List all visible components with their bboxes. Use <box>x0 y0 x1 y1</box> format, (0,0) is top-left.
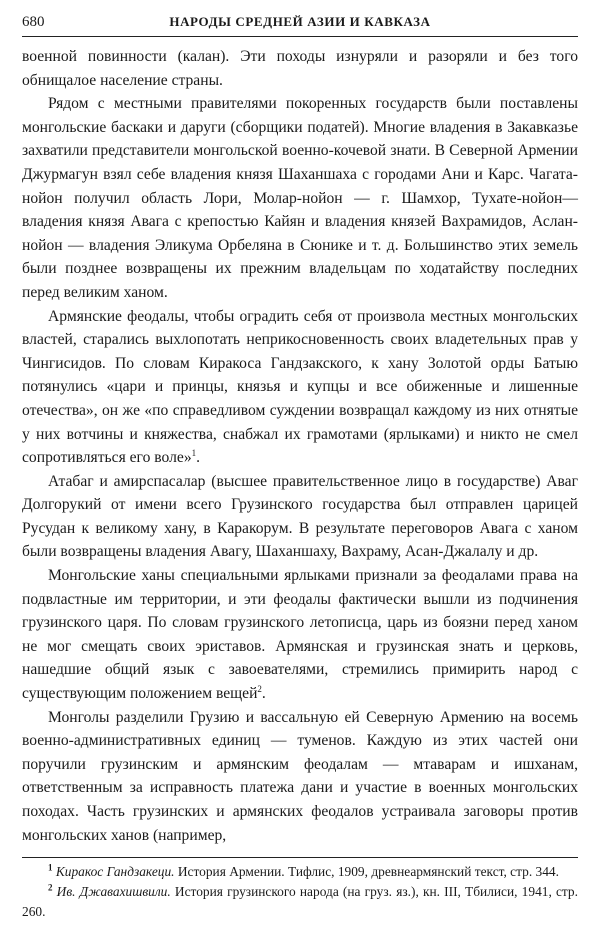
book-page <box>22 14 578 922</box>
running-title: НАРОДЫ СРЕДНЕЙ АЗИИ И КАВКАЗА <box>169 14 431 29</box>
footnote-mark: 2 <box>48 882 53 893</box>
footnote-author: Ив. Джавахишвили. <box>56 884 171 900</box>
page-number: 680 <box>22 14 45 30</box>
paragraph-khan-yarlyks: Монгольские ханы специальными ярлыками признали за феодалами права на подвластные им территории, и эти феодалы фактически вышли из подчинения грузинского царя. По словам грузинского летописца, царь из боязни перед ханом не мог смещать своих эриставов. Армянская и грузинская знать и церковь, нашедшие общий язык с завоевателями, стремились примирить народ с существующим положением вещей$^2$. <box>22 567 578 703</box>
footnote-mark: 1 <box>48 862 53 873</box>
footnotes <box>22 857 578 922</box>
footnote-1 <box>22 862 578 882</box>
paragraph-atabag-avag: Атабаг и амирспасалар (высшее правительственное лицо в государстве) Аваг Долгорукий от имени всего Грузинского государства был отправлен царицей Русудан к великому хану, в Каракорум. В результате переговоров Авага с ханом были возвращены владения Авагу, Шаханшаху, Вахраму, Асан-Джалалу и др. <box>22 472 578 561</box>
body-text <box>22 45 578 847</box>
footnote-text: История Армении. Тифлис, 1909, древнеармянский текст, стр. 344. <box>177 864 559 880</box>
footnote-text: История грузинского народа (на груз. яз.), кн. III, Тбилиси, 1941, стр. 260. <box>22 884 578 920</box>
paragraph-continuation: военной повинности (калан). Эти походы изнуряли и разоряли и без того обнищалое население страны. <box>22 48 578 89</box>
footnote-ref-2[interactable]: 2 <box>257 683 262 694</box>
footnote-author: Киракос Гандзакеци. <box>55 864 175 880</box>
paragraph-armenian-feudals: Армянские феодалы, чтобы оградить себя от произвола местных монгольских властей, старались выхлопотать неприкосновенность своих владетельных прав у Чингисидов. По словам Киракоса Гандзакского, к хану Золотой орды Батыю потянулись «цари и принцы, князья и купцы и все обиженные и лишенные отечества», он же «по справедливом суждении возвращал каждому из них отнятые у них вотчины и княжества, снабжал их грамотами (ярлыками) и никто не смел сопротивляться его воле»$^1$. <box>22 307 578 467</box>
paragraph-tumens: Монголы разделили Грузию и вассальную ей Северную Армению на восемь военно-административных единиц — туменов. Каждую из этих частей они поручили грузинским и армянским феодалам — мтаварам и ишханам, ответственным за исправность платежа дани и участие в военных монгольских походах. Часть грузинских и армянских феодалов устраивала заговоры против монгольских ханов (например, <box>22 708 578 844</box>
footnote-2 <box>22 882 578 922</box>
footnote-ref-1[interactable]: 1 <box>191 447 197 458</box>
page-header <box>22 14 578 37</box>
paragraph-mongol-officials: Рядом с местными правителями покоренных государств были поставлены монгольские баскаки и даруги (сборщики податей). Многие владения в Закавказье захватили представители монгольской военно-кочевой знати. В Северной Армении Джурмагун взял себе владения князя Шаханшаха с городами Ани и Карс. Чагата-нойон получил область Лори, Молар-нойон — г. Шамхор, Тухате-нойон— владения князя Авага с крепостью Кайян и владения князей Вахрамидов, Аслан-нойон — владения Эликума Орбеляна в Сюнике и т. д. Большинство этих земель были позднее возвращены их прежним владельцам по ходатайству последних перед великим ханом. <box>22 95 578 301</box>
